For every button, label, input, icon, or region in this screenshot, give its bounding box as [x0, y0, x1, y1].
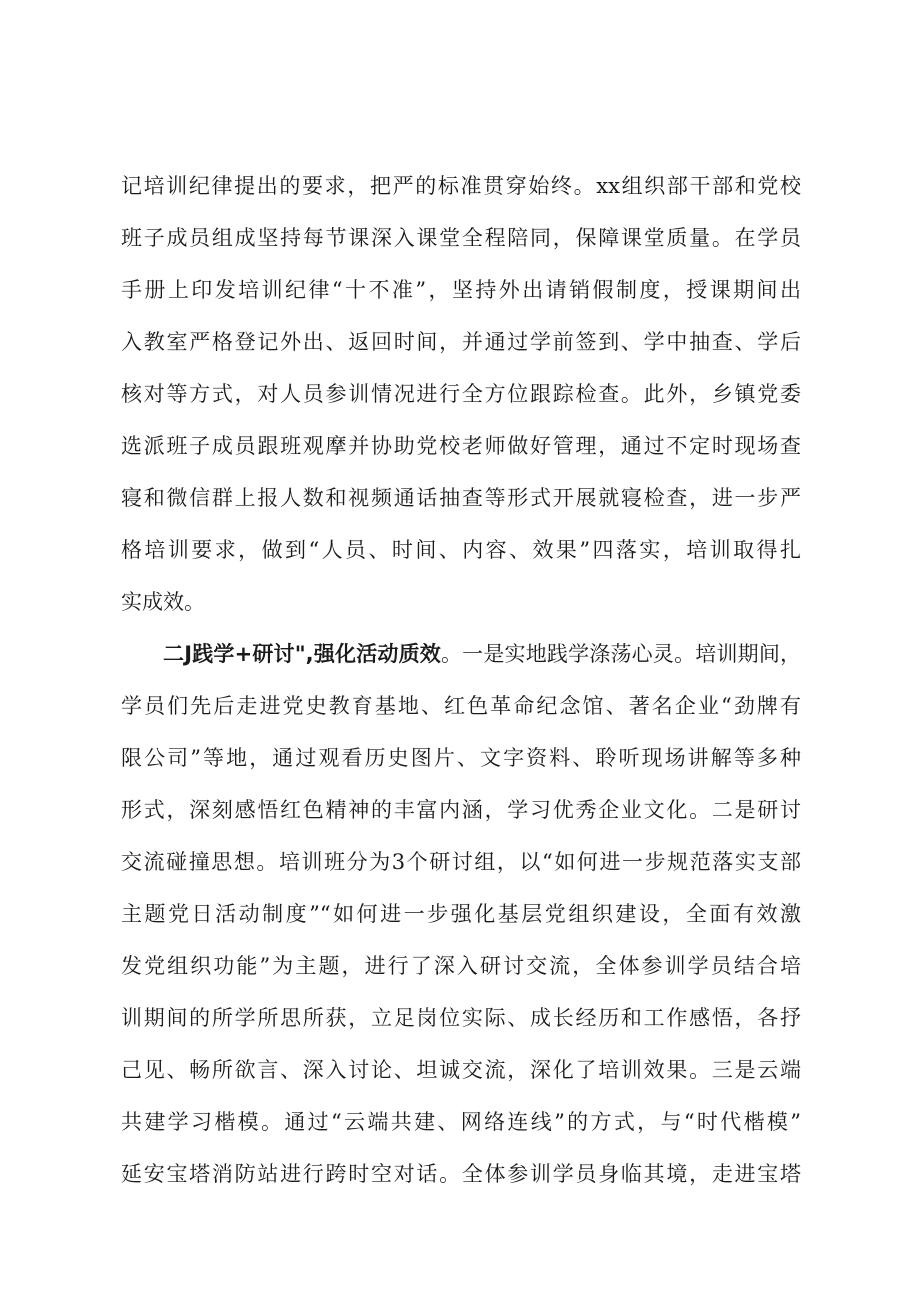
heading-continuation: 。一是实地践学涤荡心灵。培训期间，	[440, 642, 801, 666]
text-line-heading	[121, 628, 801, 680]
text-line: 学员们先后走进党史教育基地、红色革命纪念馆、著名企业“劲牌有	[121, 694, 801, 718]
text-line: 发党组织功能”为主题，进行了深入研讨交流，全体参训学员结合培	[121, 954, 801, 978]
text-line: 核对等方式，对人员参训情况进行全方位跟踪检查。此外，乡镇党委	[121, 382, 801, 406]
text-line: 记培训纪律提出的要求，把严的标准贯穿始终。xx组织部干部和党校	[121, 174, 801, 198]
paragraph-discipline	[121, 160, 801, 628]
text-line: 选派班子成员跟班观摩并协助党校老师做好管理，通过不定时现场查	[121, 434, 801, 458]
text-line: 主题党日活动制度”“如何进一步强化基层党组织建设，全面有效激	[121, 902, 801, 926]
document-body	[121, 160, 801, 1200]
text-line: 交流碰撞思想。培训班分为3个研讨组，以“如何进一步规范落实支部	[121, 850, 801, 874]
text-line: 格培训要求，做到“人员、时间、内容、效果”四落实，培训取得扎	[121, 538, 801, 562]
text-line: 实成效。	[121, 590, 205, 614]
text-line: 入教室严格登记外出、返回时间，并通过学前签到、学中抽查、学后	[121, 330, 801, 354]
text-line: 限公司”等地，通过观看历史图片、文字资料、聆听现场讲解等多种	[121, 746, 801, 770]
text-line: 寝和微信群上报人数和视频通话抽查等形式开展就寝检查，进一步严	[121, 486, 801, 510]
text-line: 延安宝塔消防站进行跨时空对话。全体参训学员身临其境，走进宝塔	[121, 1162, 801, 1186]
section-heading: 二J践学+研讨",强化活动质效	[163, 642, 441, 666]
text-line: 训期间的所学所思所获，立足岗位实际、成长经历和工作感悟，各抒	[121, 1006, 801, 1030]
text-line: 共建学习楷模。通过“云端共建、网络连线”的方式，与“时代楷模”	[121, 1110, 801, 1134]
text-line: 己见、畅所欲言、深入讨论、坦诚交流，深化了培训效果。三是云端	[121, 1058, 801, 1082]
text-line: 形式，深刻感悟红色精神的丰富内涵，学习优秀企业文化。二是研讨	[121, 798, 801, 822]
text-line: 班子成员组成坚持每节课深入课堂全程陪同，保障课堂质量。在学员	[121, 226, 801, 250]
paragraph-activities	[121, 628, 801, 1200]
text-line: 手册上印发培训纪律“十不准”，坚持外出请销假制度，授课期间出	[121, 278, 801, 302]
